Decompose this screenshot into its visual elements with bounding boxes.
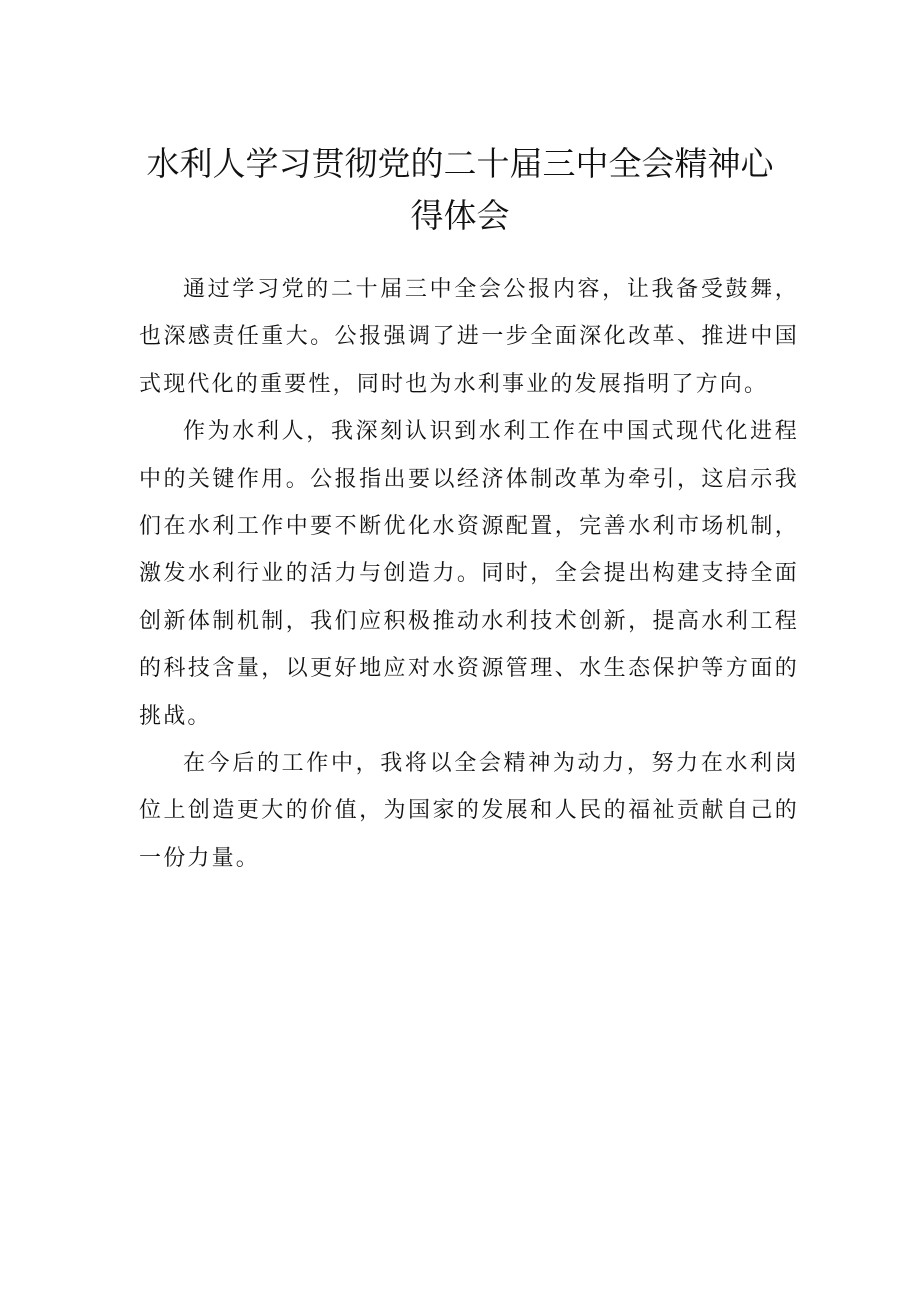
paragraph-2: 作为水利人，我深刻认识到水利工作在中国式现代化进程中的关键作用。公报指出要以经济体制改革为牵引，这启示我们在水利工作中要不断优化水资源配置，完善水利市场机制，激发水利行业的活力与创造力。同时，全会提出构建支持全面创新体制机制，我们应积极推动水利技术创新，提高水利工程的科技含量，以更好地应对水资源管理、水生态保护等方面的挑战。 [139, 419, 799, 729]
document-title [120, 138, 800, 242]
title-line-1: 水利人学习贯彻党的二十届三中全会精神心 [146, 144, 774, 183]
title-line-2: 得体会 [410, 196, 510, 235]
document-body [139, 266, 799, 882]
paragraph-1: 通过学习党的二十届三中全会公报内容，让我备受鼓舞，也深感责任重大。公报强调了进一步全面深化改革、推进中国式现代化的重要性，同时也为水利事业的发展指明了方向。 [139, 277, 799, 397]
paragraph-3: 在今后的工作中，我将以全会精神为动力，努力在水利岗位上创造更大的价值，为国家的发展和人民的福祉贡献自己的一份力量。 [139, 751, 799, 871]
